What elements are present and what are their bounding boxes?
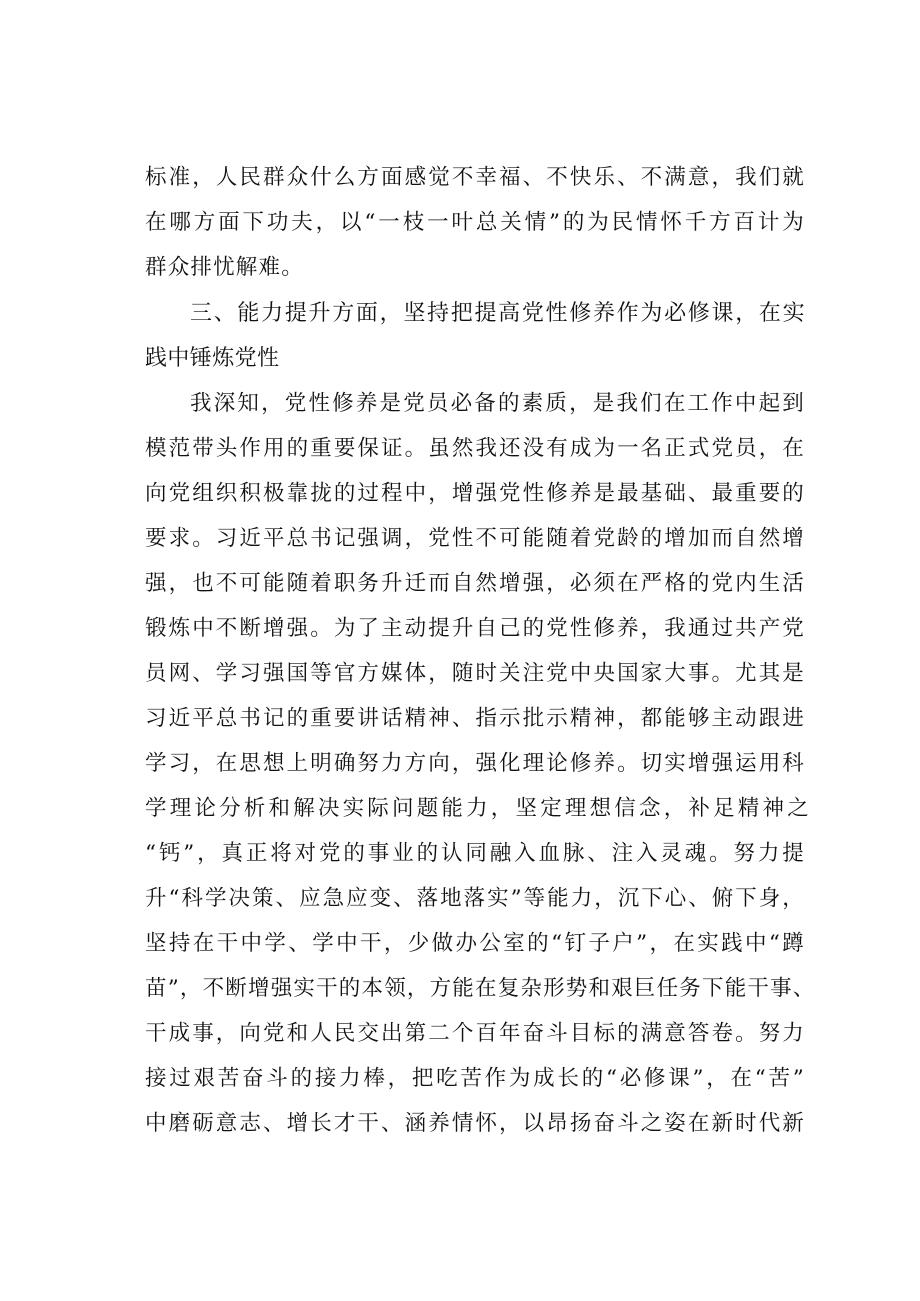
paragraph-line: 在哪方面下功夫，以“一枝一叶总关情”的为民情怀千方百计为	[145, 210, 805, 235]
paragraph-line: 学理论分析和解决实际问题能力，坚定理想信念，补足精神之	[145, 796, 812, 821]
paragraph-line: 坚持在干中学、学中干，少做办公室的“钉子户”，在实践中“蹲	[145, 931, 805, 956]
paragraph-line: 苗”，不断增强实干的本领，方能在复杂形势和艰巨任务下能干事、	[145, 976, 816, 1001]
paragraph-line: 习近平总书记的重要讲话精神、指示批示精神，都能够主动跟进	[145, 706, 805, 731]
paragraph-line: 升“科学决策、应急应变、落地落实”等能力，沉下心、俯下身，	[145, 886, 805, 911]
paragraph-line: 向党组织积极靠拢的过程中，增强党性修养是最基础、最重要的	[145, 481, 805, 506]
paragraph-line: 标准，人民群众什么方面感觉不幸福、不快乐、不满意，我们就	[145, 165, 805, 190]
paragraph-line: “钙”，真正将对党的事业的认同融入血脉、注入灵魂。努力提	[145, 841, 805, 866]
paragraph-line: 我深知，党性修养是党员必备的素质，是我们在工作中起到	[190, 391, 805, 416]
paragraph-line: 锻炼中不断增强。为了主动提升自己的党性修养，我通过共产党	[145, 616, 805, 641]
paragraph-line: 中磨砺意志、增长才干、涵养情怀，以昂扬奋斗之姿在新时代新	[145, 1111, 805, 1136]
paragraph-line: 接过艰苦奋斗的接力棒，把吃苦作为成长的“必修课”，在“苦”	[145, 1066, 805, 1091]
paragraph-line: 群众排忧解难。	[145, 255, 304, 280]
section-heading: 三、能力提升方面，坚持把提高党性修养作为必修课，在实	[190, 301, 805, 326]
paragraph-line: 强，也不可能随着职务升迁而自然增强，必须在严格的党内生活	[145, 571, 805, 596]
paragraph-line: 模范带头作用的重要保证。虽然我还没有成为一名正式党员，在	[145, 436, 805, 461]
paragraph-line: 学习，在思想上明确努力方向，强化理论修养。切实增强运用科	[145, 751, 805, 776]
paragraph-line: 干成事，向党和人民交出第二个百年奋斗目标的满意答卷。努力	[145, 1021, 805, 1046]
paragraph-line: 要求。习近平总书记强调，党性不可能随着党龄的增加而自然增	[145, 526, 805, 551]
paragraph-line: 员网、学习强国等官方媒体，随时关注党中央国家大事。尤其是	[145, 661, 805, 686]
section-heading: 践中锤炼党性	[145, 346, 280, 371]
